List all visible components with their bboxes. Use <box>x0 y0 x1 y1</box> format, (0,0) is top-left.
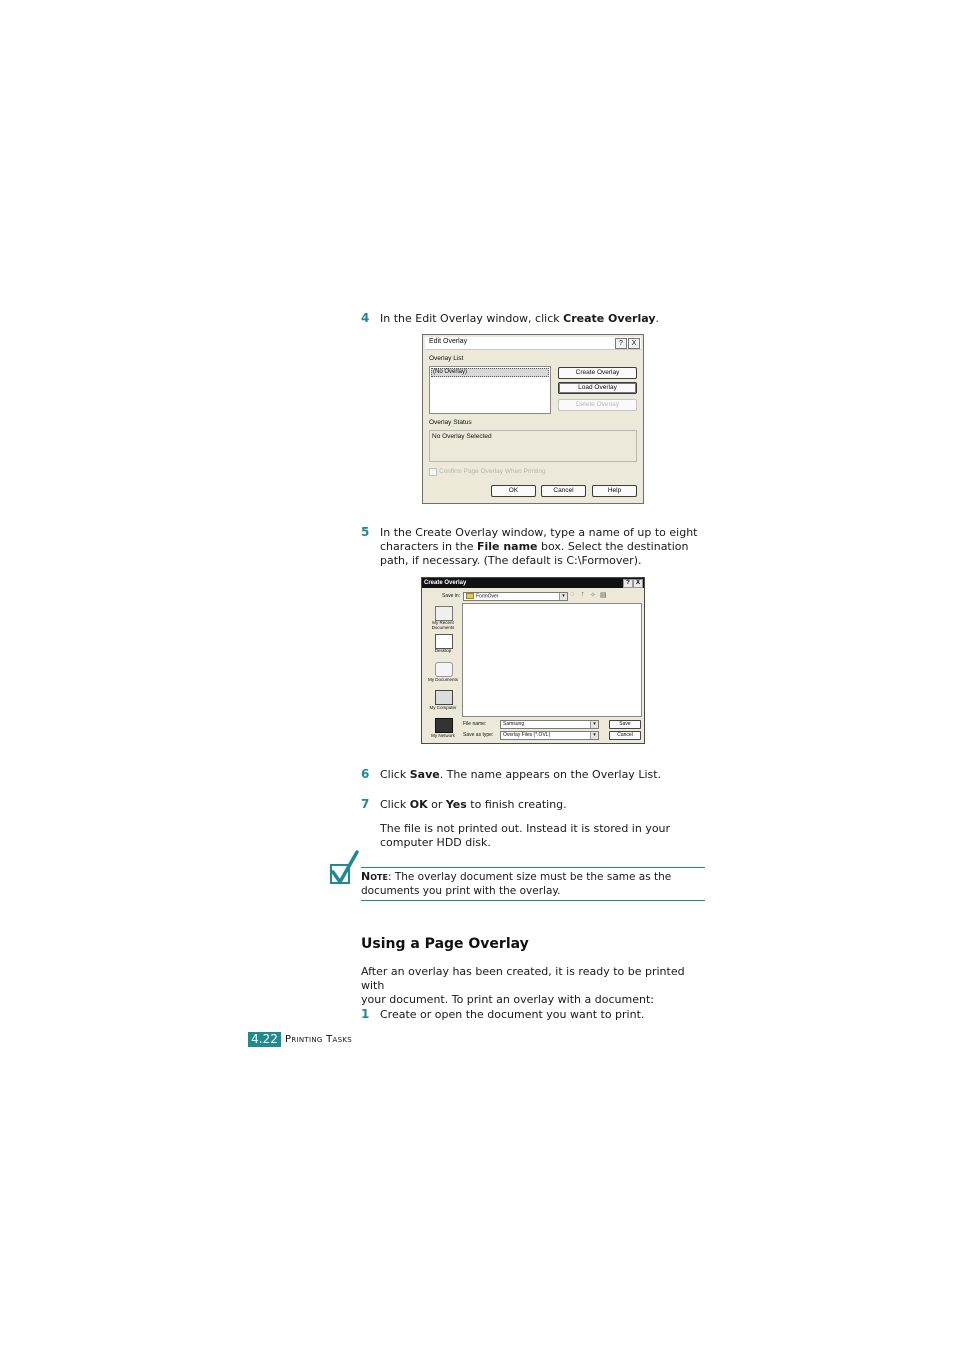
step-number: 4 <box>361 311 370 325</box>
confirm-checkbox-label: Confirm Page Overlay When Printing <box>439 468 546 475</box>
load-overlay-button[interactable]: Load Overlay <box>558 382 637 394</box>
edit-overlay-dialog <box>422 334 644 504</box>
close-icon[interactable]: X <box>633 579 643 588</box>
chevron-down-icon[interactable]: ▾ <box>559 593 567 600</box>
close-icon[interactable]: X <box>628 338 640 349</box>
create-overlay-title: Create Overlay <box>424 580 467 586</box>
my-network-icon[interactable] <box>435 718 453 733</box>
file-name-value: Samsung <box>503 721 525 727</box>
place-label[interactable]: My Computer <box>429 705 457 710</box>
overlay-status-label: Overlay Status <box>429 419 472 426</box>
edit-overlay-title: Edit Overlay <box>429 338 468 345</box>
note-line1: : The overlay document size must be the same as the <box>387 871 672 883</box>
place-label[interactable]: My Recent Documents <box>431 620 455 630</box>
overlay-status-box <box>429 430 637 462</box>
cancel-button[interactable]: Cancel <box>609 731 641 740</box>
help-icon[interactable]: ? <box>615 338 627 349</box>
place-label[interactable]: Desktop <box>434 648 452 653</box>
section-paragraph <box>361 965 706 1007</box>
step-7-note <box>380 822 710 850</box>
ok-button[interactable]: OK <box>491 485 536 497</box>
step-5-line2-pre: characters in the <box>380 540 477 553</box>
step-7-bold: OK <box>409 798 428 811</box>
overlay-list-item[interactable]: (No Overlay) <box>431 368 549 377</box>
overlay-list[interactable] <box>429 366 551 414</box>
step-4-post: . <box>655 312 659 325</box>
recent-documents-icon[interactable] <box>435 606 453 621</box>
step-5-line2-post: box. Select the destination <box>537 540 689 553</box>
note-text <box>361 870 706 898</box>
chapter-title: Printing Tasks <box>285 1034 352 1045</box>
save-in-value: FormOver <box>476 593 499 600</box>
checkmark-note-icon <box>328 850 360 888</box>
step-6-post: . The name appears on the Overlay List. <box>439 768 662 781</box>
step-7-text <box>380 798 710 812</box>
cancel-button[interactable]: Cancel <box>541 485 586 497</box>
step-7-post: to finish creating. <box>466 798 567 811</box>
note-label: Note <box>361 870 388 883</box>
up-folder-icon[interactable]: ↑ <box>581 591 585 598</box>
save-type-value: Overlay Files (*.OVL) <box>503 732 551 738</box>
help-icon[interactable]: ? <box>623 579 633 588</box>
step-6-bold: Save <box>409 768 440 781</box>
save-type-select[interactable] <box>500 731 599 740</box>
place-label[interactable]: My Network <box>431 733 455 738</box>
step-5-line1: In the Create Overlay window, type a name of up to eight <box>380 526 698 539</box>
save-type-label: Save as type: <box>463 732 494 738</box>
my-computer-icon[interactable] <box>435 690 453 705</box>
step-7-mid: or <box>427 798 446 811</box>
create-overlay-titlebar <box>422 578 644 588</box>
step-7-bold2: Yes <box>445 798 467 811</box>
step-number: 5 <box>361 525 370 539</box>
overlay-list-label: Overlay List <box>429 355 464 362</box>
folder-icon <box>466 593 474 599</box>
step-number: 7 <box>361 797 370 811</box>
page-number-badge: 4.22 <box>248 1032 281 1047</box>
note-line2: documents you print with the overlay. <box>361 885 561 897</box>
my-documents-icon[interactable] <box>435 662 453 677</box>
file-name-label: File name: <box>463 721 487 727</box>
edit-overlay-titlebar <box>425 337 641 350</box>
place-label[interactable]: My Documents <box>428 677 459 682</box>
create-overlay-button[interactable]: Create Overlay <box>558 367 637 379</box>
file-name-input[interactable] <box>500 720 599 729</box>
step-6-pre: Click <box>380 768 410 781</box>
chevron-down-icon[interactable]: ▾ <box>590 721 598 728</box>
step-5-bold: File name <box>476 540 538 553</box>
back-icon[interactable]: ◌ <box>570 591 575 598</box>
step-5-line3: path, if necessary. (The default is C:\Formover). <box>380 554 642 567</box>
chevron-down-icon[interactable]: ▾ <box>590 732 598 739</box>
step-6-text <box>380 768 710 782</box>
step-7-pre: Click <box>380 798 410 811</box>
section-para-line1: After an overlay has been created, it is ready to be printed with <box>361 965 685 992</box>
step-4-bold: Create Overlay <box>563 312 656 325</box>
step-number: 1 <box>361 1007 370 1021</box>
save-button[interactable]: Save <box>609 720 641 729</box>
section-heading: Using a Page Overlay <box>361 936 529 952</box>
delete-overlay-button[interactable]: Delete Overlay <box>558 399 637 411</box>
note-bottom-rule <box>361 900 705 901</box>
overlay-status-text: No Overlay Selected <box>432 433 492 440</box>
desktop-icon[interactable] <box>435 634 453 649</box>
confirm-checkbox[interactable] <box>429 468 437 476</box>
step-7-note-line1: The file is not printed out. Instead it is stored in your <box>380 822 671 835</box>
step-1-text: Create or open the document you want to print. <box>380 1008 645 1021</box>
save-in-select[interactable] <box>463 592 568 601</box>
step-4-text <box>380 312 710 326</box>
help-button[interactable]: Help <box>592 485 637 497</box>
section-para-line2: your document. To print an overlay with a document: <box>361 993 654 1006</box>
file-list[interactable] <box>462 603 642 717</box>
view-menu-icon[interactable]: ▤ <box>600 592 607 599</box>
new-folder-icon[interactable]: ✧ <box>590 592 596 599</box>
note-top-rule <box>361 867 705 868</box>
step-number: 6 <box>361 767 370 781</box>
step-4-pre: In the Edit Overlay window, click <box>380 312 564 325</box>
step-5-text <box>380 526 710 568</box>
save-in-label: Save in: <box>442 593 461 599</box>
step-7-note-line2: computer HDD disk. <box>380 836 491 849</box>
create-overlay-dialog <box>421 577 645 744</box>
